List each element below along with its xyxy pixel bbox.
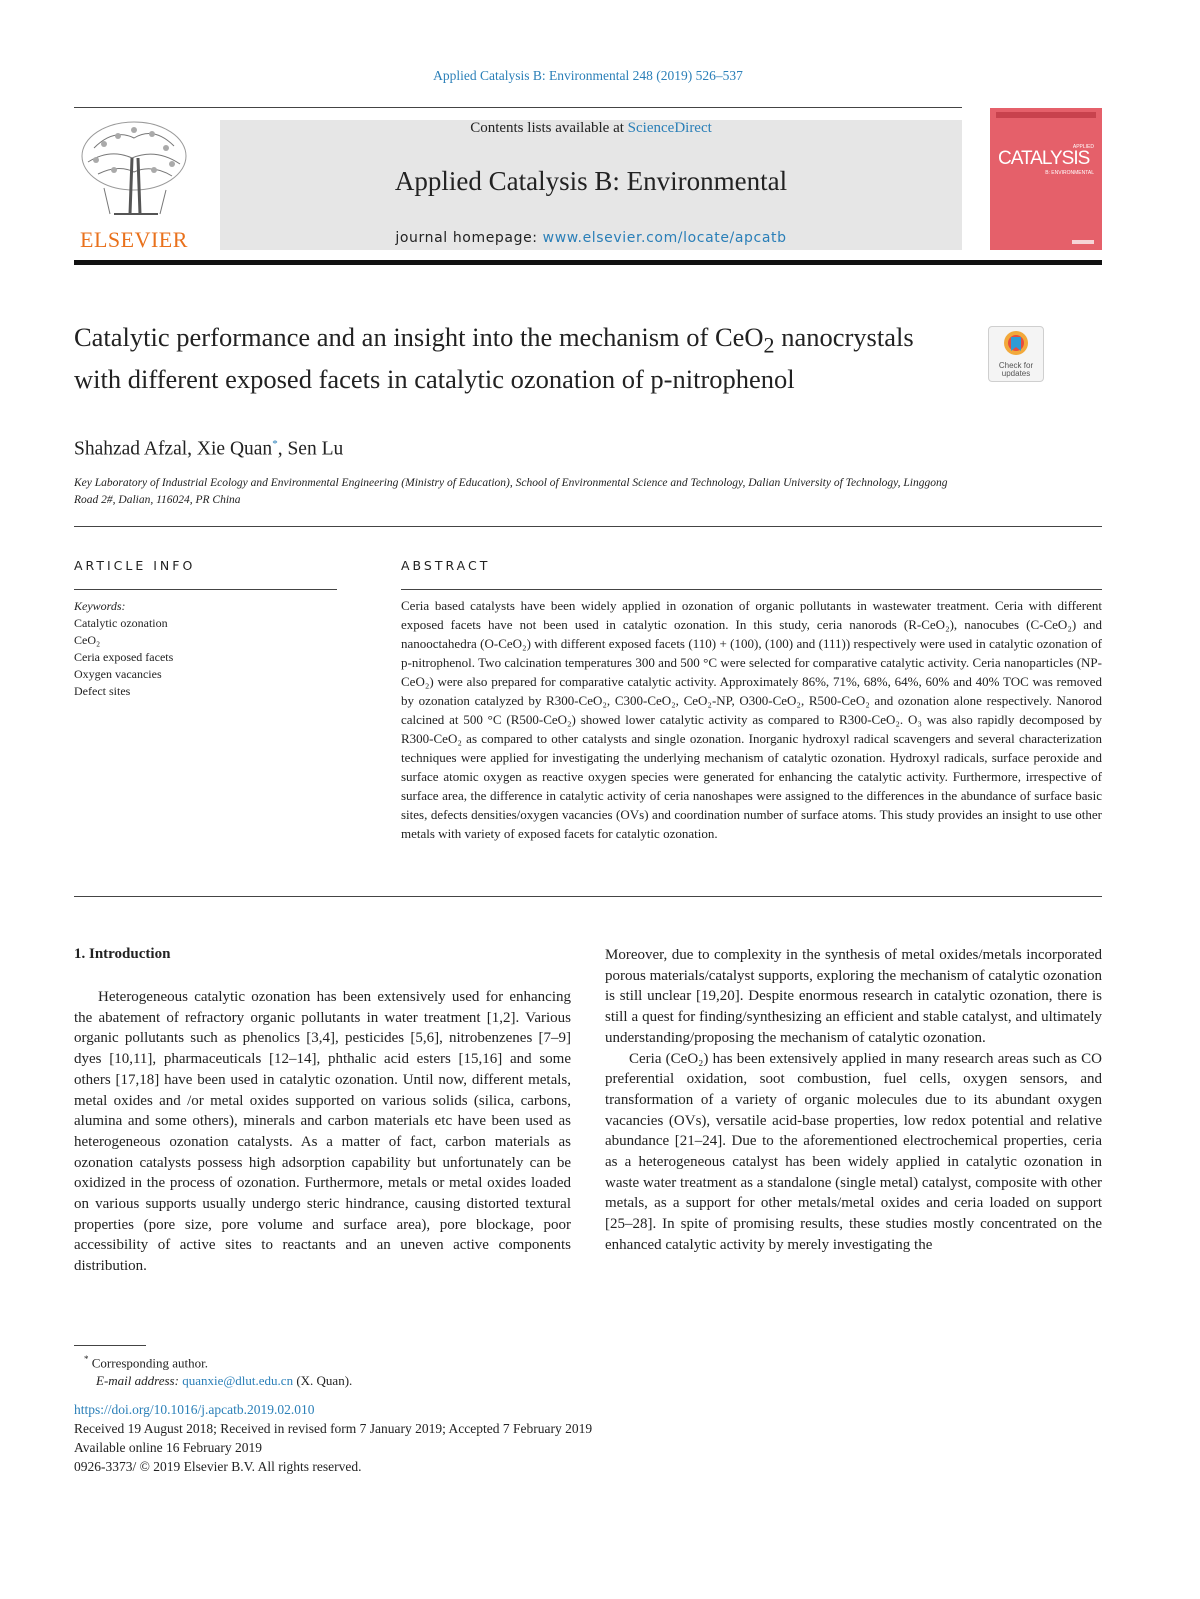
title-part-1: Catalytic performance and an insight into the mechanism of CeO bbox=[74, 322, 764, 352]
sciencedirect-link[interactable]: ScienceDirect bbox=[627, 120, 712, 136]
keywords-block bbox=[74, 598, 173, 700]
affiliation-rule bbox=[74, 526, 1102, 527]
keyword-item: CeO₂ bbox=[74, 633, 101, 647]
authors-part-1: Shahzad Afzal, Xie Quan bbox=[74, 438, 273, 460]
homepage-link[interactable]: www.elsevier.com/locate/apcatb bbox=[542, 230, 787, 246]
keyword-item: Catalytic ozonation bbox=[74, 616, 168, 630]
article-title bbox=[74, 320, 924, 397]
article-info-heading: ARTICLE INFO bbox=[74, 558, 196, 573]
elsevier-wordmark: ELSEVIER bbox=[80, 227, 188, 252]
contents-line bbox=[220, 120, 962, 137]
footnote bbox=[84, 1350, 352, 1390]
check-updates-label: Check for updates bbox=[998, 361, 1034, 378]
header-thick-rule bbox=[74, 260, 1102, 265]
authors-part-2: , Sen Lu bbox=[277, 438, 344, 460]
check-for-updates-button[interactable] bbox=[988, 326, 1044, 382]
footnote-star: * bbox=[84, 1354, 89, 1364]
affiliation: Key Laboratory of Industrial Ecology and Environmental Engineering (Ministry of Education), School of Environmental Science and Technology, Dalian University of Technology, Linggong Road 2#, Dalian, 116024, PR China bbox=[74, 477, 948, 506]
introduction-left-column: Heterogeneous catalytic ozonation has been extensively used for enhancing the abatement of refractory organic pollutants in water treatment [1,2]. Various organic pollutants such as phenolics [3,4], pesticides [5,6], nitrobenzenes [7–9] dyes [10,11], pharmaceuticals [12–14], phthalic acid esters [15,16] and some others [17,18] have been used in catalytic ozonation. Until now, different metals, metal oxides and /or metal oxides supported on various solids (silica, carbons, alumina and some others), minerals and carbon materials etc have been used as heterogeneous ozonation catalysts. As a matter of fact, carbon materials as ozonation catalysts possess high adsorption capability but unfortunately can be oxidized in the process of ozonation. Furthermore, metals or metal oxides loaded on various supports usually undergo steric hindrance, causing distorted textural properties (pore size, pore volume and surface area), pore blockage, poor accessibility of active sites to reactants and an uneven active components distribution. bbox=[74, 989, 571, 1275]
journal-citation-link[interactable]: Applied Catalysis B: Environmental 248 (2019) 526–537 bbox=[433, 68, 743, 83]
email-label: E-mail address: bbox=[96, 1373, 183, 1389]
keyword-item: Ceria exposed facets bbox=[74, 650, 174, 664]
abstract-text: Ceria based catalysts have been widely applied in ozonation of organic pollutants in wastewater treatment. Ceria with different exposed facets have not been used in catalytic ozonation. In this study, ceria nanorods (R-CeO₂), nanocubes (C-CeO₂) and nanooctahedra (O-CeO₂) with different exposed facets (110) + (100), (100) and (111)) respectively were used in catalytic ozonation of p-nitrophenol. Two calcination temperatures 300 and 500 °C were selected for comparative catalytic activity. Ceria nanoparticles (NP-CeO₂) were also prepared for comparative catalytic activity. Approximately 86%, 71%, 68%, 64%, 60% and 40% TOC was removed by ozonation catalyzed by R300-CeO₂, C300-CeO₂, CeO₂-NP, O300-CeO₂, R500-CeO₂ and ozonation alone respectively. Nanorod calcined at 500 °C (R500-CeO₂) showed lower catalytic activity as compared to R300-CeO₂. O₃ was also rapidly decomposed by R300-CeO₂ as compared to other catalysts and single ozonation. Inorganic hydroxyl radical scavengers and several characterization techniques were applied for investigating the underlying mechanism of catalytic ozonation. Hydroxyl radicals, surface peroxide and surface atomic oxygen as reactive oxygen species were generated for enhancing the catalytic activity. Furthermore, irrespective of surface area, the difference in catalytic activity of ceria nanoshapes were assigned to the differences in the abundance of surface basic sites, defects densities/oxygen vacancies (OVs) and coordination number of surface atoms. This study provides an insight to use other metals with variety of exposed facets for catalytic ozonation. bbox=[401, 598, 1102, 841]
elsevier-logo[interactable] bbox=[74, 118, 214, 253]
email-link[interactable]: quanxie@dlut.edu.cn bbox=[182, 1373, 294, 1389]
abstract-bottom-rule bbox=[74, 896, 1102, 897]
keyword-item: Oxygen vacancies bbox=[74, 667, 162, 681]
header-rule bbox=[74, 107, 962, 108]
email-line bbox=[84, 1372, 352, 1390]
abstract-heading: ABSTRACT bbox=[401, 558, 491, 573]
introduction-right-column bbox=[605, 945, 1102, 1256]
introduction-paragraph: Ceria (CeO₂) has been extensively applied in many research areas such as CO preferential oxidation, soot combustion, fuel cells, oxygen sensors, and transformation of a variety of organic molecules due to its abundant oxygen vacancies (OVs), versatile acid-base properties, low redox potential and relative abundance [21–24]. Due to the aforementioned electrochemical properties, ceria as a heterogeneous catalyst has been widely applied in catalytic ozonation in waste water treatment as a standalone (single metal) catalyst, composite with other metals, as a support for other metals/metal oxides and ceria loaded on support [25–28]. In spite of promising results, these studies mostly concentrated on the enhanced catalytic activity by merely investigating the bbox=[605, 1050, 1102, 1253]
homepage-prefix: journal homepage: bbox=[395, 230, 543, 246]
check-updates-icon bbox=[1000, 329, 1032, 363]
abstract-rule bbox=[401, 589, 1102, 590]
keywords-label: Keywords: bbox=[74, 599, 126, 613]
cover-bottom-mark bbox=[1072, 240, 1094, 244]
article-info-rule bbox=[74, 589, 337, 590]
journal-cover-image[interactable] bbox=[990, 108, 1102, 250]
cover-title: CATALYSIS bbox=[998, 148, 1090, 169]
copyright: 0926-3373/ © 2019 Elsevier B.V. All rights reserved. bbox=[74, 1459, 362, 1474]
doi-link[interactable]: https://doi.org/10.1016/j.apcatb.2019.02.010 bbox=[74, 1402, 315, 1417]
corresponding-author-note bbox=[84, 1350, 352, 1372]
cover-subtitle: B: ENVIRONMENTAL bbox=[1045, 170, 1094, 176]
journal-name: Applied Catalysis B: Environmental bbox=[394, 166, 788, 196]
email-suffix: (X. Quan). bbox=[293, 1373, 353, 1389]
cover-small-top: APPLIED bbox=[1072, 144, 1094, 150]
author-list bbox=[74, 438, 343, 461]
introduction-heading: 1. Introduction bbox=[74, 946, 171, 962]
title-subscript: 2 bbox=[763, 332, 775, 358]
title-part-2: nanocrystals with different exposed facets in catalytic ozonation of p-nitrophenol bbox=[74, 322, 914, 395]
homepage-line bbox=[220, 230, 962, 246]
elsevier-tree-icon bbox=[74, 118, 194, 223]
corresponding-author-mark[interactable]: * bbox=[272, 438, 278, 450]
corresponding-label: Corresponding author. bbox=[91, 1355, 209, 1371]
available-online: Available online 16 February 2019 bbox=[74, 1440, 262, 1455]
footnote-rule bbox=[74, 1345, 146, 1346]
front-matter bbox=[74, 1400, 592, 1476]
received-dates: Received 19 August 2018; Received in revised form 7 January 2019; Accepted 7 February 2019 bbox=[74, 1421, 593, 1436]
introduction-paragraph: Moreover, due to complexity in the synthesis of metal oxides/metals incorporated porous materials/catalyst supports, exploring the mechanism of catalytic ozonation is still unclear [19,20]. Despite enormous research in catalytic ozonation, there is still a quest for finding/synthesizing an efficient and stable catalyst, and ultimately understanding/proposing the mechanism of catalytic ozonation. bbox=[605, 947, 1102, 1046]
journal-banner bbox=[220, 120, 962, 250]
keyword-item: Defect sites bbox=[74, 684, 131, 698]
cover-strip bbox=[996, 112, 1096, 118]
contents-prefix: Contents lists available at bbox=[470, 120, 628, 136]
